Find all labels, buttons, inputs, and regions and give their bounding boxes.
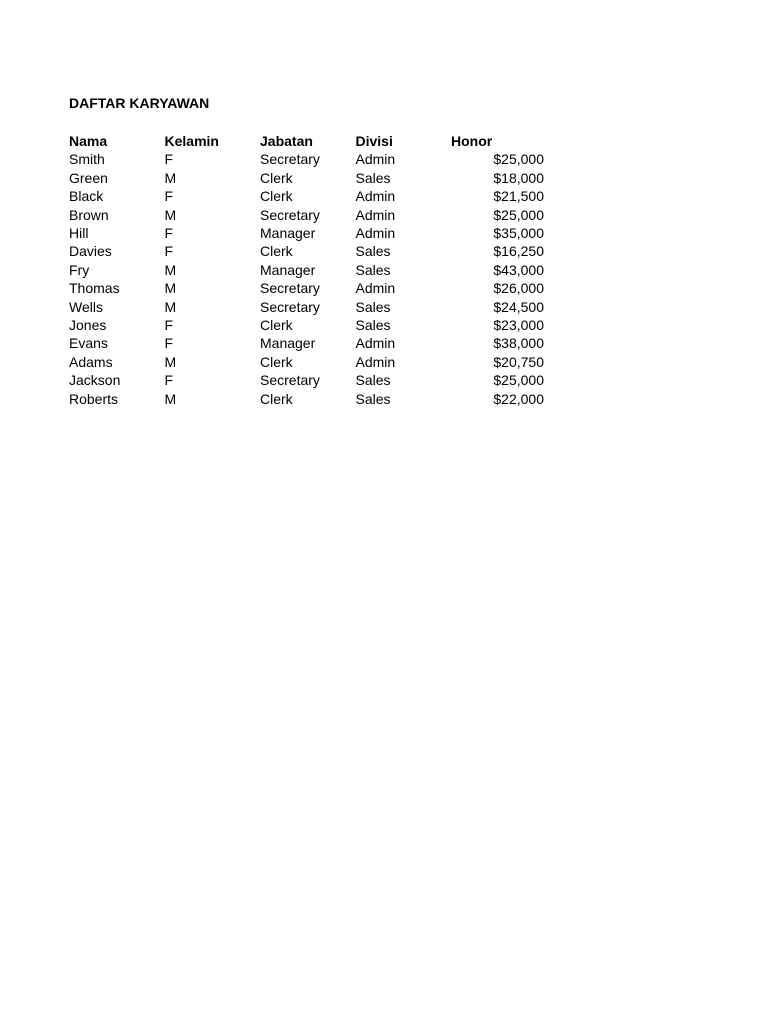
- table-row: [69, 224, 544, 242]
- cell-jabatan: Clerk: [260, 169, 293, 186]
- table-row: [69, 334, 544, 352]
- cell-kelamin: M: [164, 206, 177, 223]
- table-row: [69, 279, 544, 297]
- cell-jabatan: Secretary: [260, 298, 320, 315]
- cell-honor: $25,000: [493, 372, 544, 389]
- cell-kelamin: M: [164, 353, 177, 370]
- cell-jabatan: Secretary: [260, 372, 320, 389]
- table-row: [69, 150, 544, 168]
- table-row: [69, 316, 544, 334]
- cell-divisi: Sales: [355, 317, 391, 334]
- table-row: [69, 206, 544, 224]
- cell-nama: Smith: [69, 151, 105, 168]
- cell-nama: Brown: [69, 206, 109, 223]
- cell-honor: $22,000: [493, 390, 544, 407]
- cell-jabatan: Secretary: [260, 280, 320, 297]
- table-row: [69, 390, 544, 408]
- cell-kelamin: F: [164, 151, 174, 168]
- cell-kelamin: M: [164, 169, 177, 186]
- cell-divisi: Sales: [355, 261, 391, 278]
- cell-divisi: Admin: [355, 280, 396, 297]
- cell-nama: Fry: [69, 261, 90, 278]
- cell-honor: $35,000: [493, 225, 544, 242]
- cell-jabatan: Manager: [260, 261, 316, 278]
- cell-jabatan: Clerk: [260, 317, 293, 334]
- cell-jabatan: Secretary: [260, 206, 320, 223]
- table-row: [69, 353, 544, 371]
- cell-divisi: Admin: [355, 225, 396, 242]
- cell-divisi: Admin: [355, 151, 396, 168]
- cell-jabatan: Clerk: [260, 353, 293, 370]
- cell-nama: Green: [69, 169, 108, 186]
- cell-nama: Roberts: [69, 390, 119, 407]
- cell-divisi: Admin: [355, 353, 396, 370]
- cell-divisi: Sales: [355, 372, 391, 389]
- cell-honor: $25,000: [493, 151, 544, 168]
- table-row: [69, 298, 544, 316]
- cell-kelamin: M: [164, 298, 177, 315]
- cell-kelamin: M: [164, 261, 177, 278]
- cell-nama: Evans: [69, 335, 108, 352]
- cell-honor: $20,750: [493, 353, 544, 370]
- cell-kelamin: F: [164, 335, 174, 352]
- cell-divisi: Sales: [355, 169, 391, 186]
- cell-divisi: Sales: [355, 243, 391, 260]
- page-title: DAFTAR KARYAWAN: [69, 95, 210, 111]
- cell-jabatan: Secretary: [260, 151, 320, 168]
- cell-honor: $26,000: [493, 280, 544, 297]
- cell-honor: $43,000: [493, 261, 544, 278]
- column-header-nama: Nama: [69, 133, 108, 149]
- cell-honor: $38,000: [493, 335, 544, 352]
- cell-nama: Thomas: [69, 280, 120, 297]
- cell-kelamin: F: [164, 317, 174, 334]
- cell-divisi: Admin: [355, 188, 396, 205]
- cell-honor: $25,000: [493, 206, 544, 223]
- cell-nama: Jackson: [69, 372, 121, 389]
- cell-nama: Davies: [69, 243, 112, 260]
- column-header-divisi: Divisi: [355, 133, 393, 149]
- cell-jabatan: Manager: [260, 335, 316, 352]
- cell-divisi: Sales: [355, 298, 391, 315]
- column-header-honor: Honor: [451, 133, 493, 149]
- cell-honor: $24,500: [493, 298, 544, 315]
- cell-honor: $21,500: [493, 188, 544, 205]
- table-row: [69, 261, 544, 279]
- cell-nama: Jones: [69, 317, 107, 334]
- cell-jabatan: Clerk: [260, 390, 293, 407]
- cell-nama: Wells: [69, 298, 103, 315]
- table-row: [69, 242, 544, 260]
- cell-honor: $16,250: [493, 243, 544, 260]
- cell-divisi: Admin: [355, 335, 396, 352]
- cell-nama: Hill: [69, 225, 89, 242]
- cell-kelamin: F: [164, 188, 174, 205]
- cell-kelamin: M: [164, 280, 177, 297]
- cell-jabatan: Manager: [260, 225, 316, 242]
- table-header-row: [69, 132, 544, 150]
- cell-kelamin: F: [164, 225, 174, 242]
- column-header-jabatan: Jabatan: [260, 133, 313, 149]
- cell-divisi: Sales: [355, 390, 391, 407]
- cell-kelamin: F: [164, 243, 174, 260]
- employee-table: [69, 132, 544, 408]
- cell-honor: $18,000: [493, 169, 544, 186]
- cell-divisi: Admin: [355, 206, 396, 223]
- table-row: [69, 169, 544, 187]
- cell-jabatan: Clerk: [260, 188, 293, 205]
- cell-jabatan: Clerk: [260, 243, 293, 260]
- column-header-kelamin: Kelamin: [164, 133, 219, 149]
- cell-kelamin: M: [164, 390, 177, 407]
- cell-nama: Adams: [69, 353, 113, 370]
- cell-kelamin: F: [164, 372, 174, 389]
- table-row: [69, 187, 544, 205]
- cell-honor: $23,000: [493, 317, 544, 334]
- cell-nama: Black: [69, 188, 104, 205]
- table-row: [69, 371, 544, 389]
